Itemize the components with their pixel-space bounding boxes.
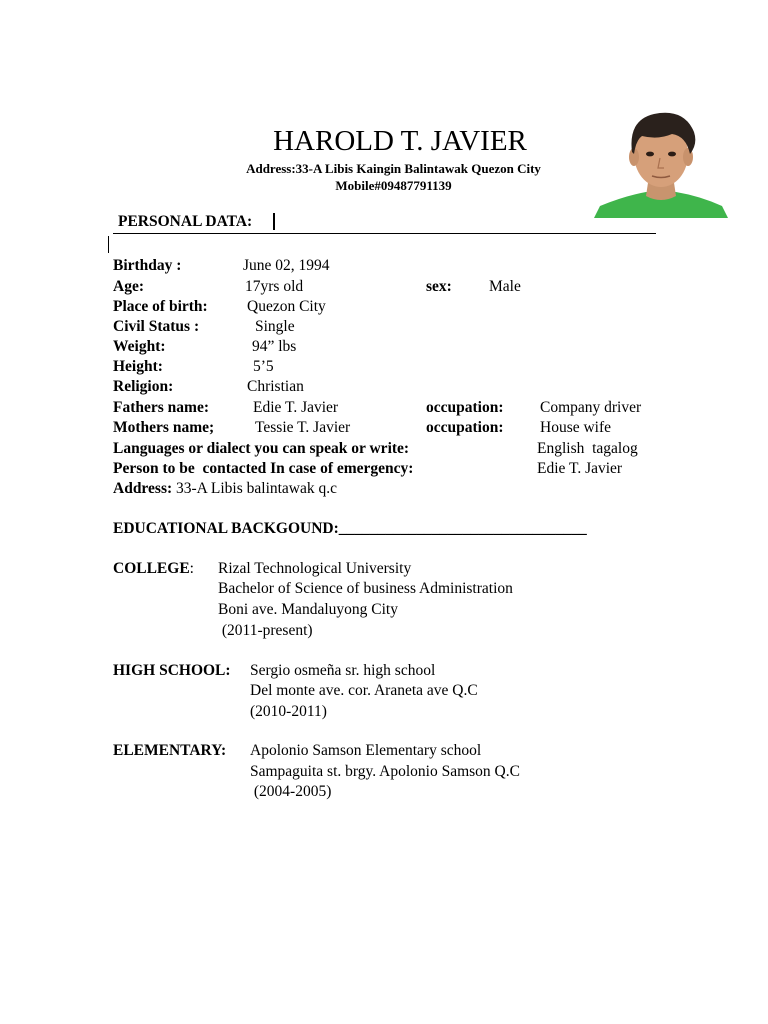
college-course: Bachelor of Science of business Administration (218, 580, 513, 597)
religion-label: Religion: (113, 378, 174, 395)
portrait-icon (594, 110, 728, 218)
address-line: Address:33-A Libis Kaingin Balintawak Quezon City (246, 161, 541, 176)
college-address: Boni ave. Mandaluyong City (218, 601, 398, 618)
pob-value: Quezon City (247, 298, 326, 315)
high-school-address: Del monte ave. cor. Araneta ave Q.C (250, 682, 478, 699)
profile-photo (594, 110, 728, 218)
college-label-group (113, 559, 194, 579)
elementary-label: ELEMENTARY: (113, 742, 227, 759)
education-heading: EDUCATIONAL BACKGOUND:________________________________ (113, 520, 587, 537)
emergency-contact-value: Edie T. Javier (537, 460, 623, 477)
mother-label: Mothers name; (113, 419, 215, 436)
civil-status-value: Single (255, 318, 295, 335)
elementary-address: Sampaguita st. brgy. Apolonio Samson Q.C (250, 763, 520, 780)
mother-value: Tessie T. Javier (255, 419, 351, 436)
contact-address-value: 33-A Libis balintawak q.c (176, 480, 338, 497)
high-school-name: Sergio osmeña sr. high school (250, 662, 436, 679)
elementary-years: (2004-2005) (250, 783, 332, 800)
languages-value: English tagalog (537, 440, 638, 457)
weight-value: 94” lbs (252, 338, 297, 355)
weight-label: Weight: (113, 338, 166, 355)
text-cursor (273, 213, 275, 230)
age-value: 17yrs old (245, 278, 304, 295)
emergency-contact-label: Person to be contacted In case of emergency: (113, 460, 414, 477)
height-value: 5’5 (253, 358, 274, 375)
college-label: COLLEGE (113, 560, 190, 577)
mother-occupation-value: House wife (540, 419, 612, 436)
father-occupation-value: Company driver (540, 399, 642, 416)
religion-value: Christian (247, 378, 304, 395)
sex-label: sex: (426, 278, 452, 295)
resume-name: HAROLD T. JAVIER (273, 125, 527, 157)
high-school-years: (2010-2011) (250, 703, 327, 720)
languages-label: Languages or dialect you can speak or write: (113, 440, 410, 457)
father-value: Edie T. Javier (253, 399, 339, 416)
mother-occupation-label: occupation: (426, 419, 504, 436)
college-colon: : (189, 560, 194, 577)
sex-value: Male (489, 278, 521, 295)
elementary-name: Apolonio Samson Elementary school (250, 742, 482, 759)
heading-underline (113, 233, 656, 234)
pob-label: Place of birth: (113, 298, 208, 315)
father-occupation-label: occupation: (426, 399, 504, 416)
contact-address (113, 479, 337, 499)
college-years: (2011-present) (218, 622, 313, 639)
birthday-value: June 02, 1994 (243, 257, 330, 274)
contact-address-label: Address: (113, 480, 173, 497)
height-label: Height: (113, 358, 163, 375)
college-school: Rizal Technological University (218, 560, 412, 577)
mobile-line: Mobile#09487791139 (335, 178, 452, 193)
father-label: Fathers name: (113, 399, 209, 416)
civil-status-label: Civil Status : (113, 318, 200, 335)
high-school-label: HIGH SCHOOL: (113, 662, 231, 679)
age-label: Age: (113, 278, 144, 295)
birthday-label: Birthday : (113, 257, 182, 274)
text-cursor (108, 236, 109, 253)
personal-data-heading: PERSONAL DATA: (118, 213, 253, 230)
